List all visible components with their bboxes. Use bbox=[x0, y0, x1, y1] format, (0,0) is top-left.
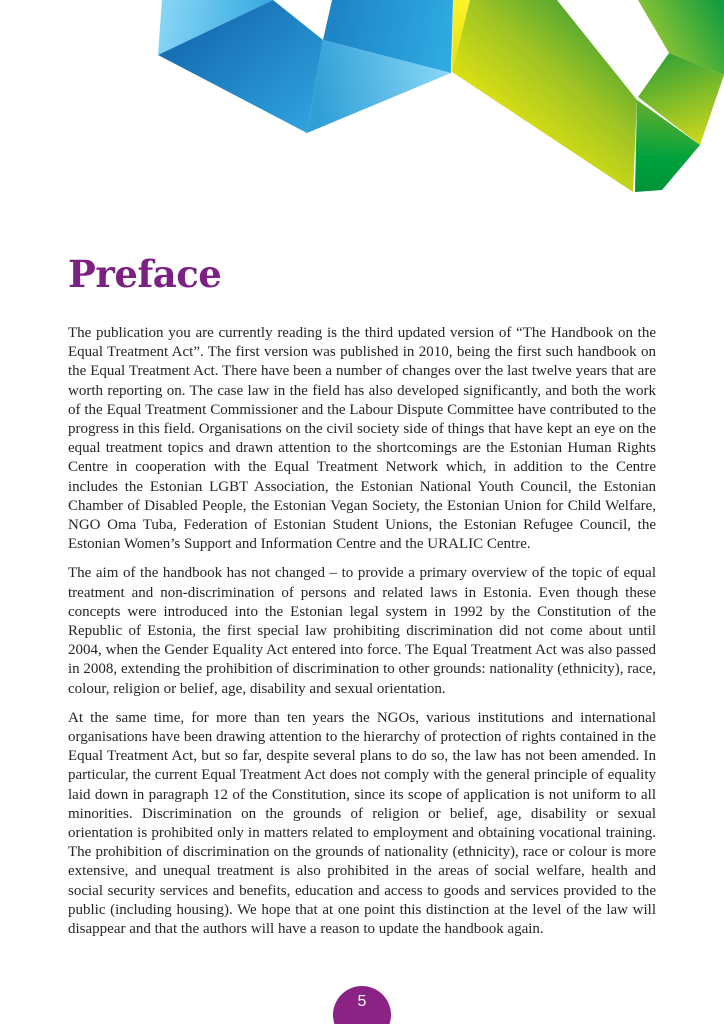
header-ribbon-graphic bbox=[0, 0, 724, 230]
page-content bbox=[68, 252, 656, 949]
page-number: 5 bbox=[357, 993, 367, 1010]
page-number-badge bbox=[333, 986, 391, 1024]
preface-paragraph-2: The aim of the handbook has not changed – to provide a primary overview of the topic of equal treatment and non-discrimination of persons and related laws in Estonia. Even though these concepts were introduced into the Estonian legal system in 1992 by the Constitution of the Republic of Estonia, the first special law prohibiting discrimination did not come about until 2004, when the Gender Equality Act entered into force. The Equal Treatment Act was also passed in 2008, extending the prohibition of discrimination to other grounds: nationality (ethnicity), race, colour, religion or belief, age, disability and sexual orientation. bbox=[68, 565, 656, 697]
preface-paragraph-1: The publication you are currently reading is the third updated version of “The Handbook on the Equal Treatment Act”. The first version was published in 2010, being the first such handbook on the Equal Treatment Act. There have been a number of changes over the last twelve years that are worth reporting on. The case law in the field has also developed significantly, and both the work of the Equal Treatment Commissioner and the Labour Dispute Committee have contributed to the progress in this field. Organisations on the civil society side of things that have kept an eye on the equal treatment topics and drawn attention to the shortcomings are the Estonian Human Rights Centre in cooperation with the Equal Treatment Network which, in addition to the Centre includes the Estonian LGBT Association, the Estonian National Youth Council, the Estonian Chamber of Disabled People, the Estonian Vegan Society, the Estonian Union for Child Welfare, NGO Oma Tuba, Federation of Estonian Student Unions, the Estonian Refugee Council, the Estonian Women’s Support and Information Centre and the URALIC Centre. bbox=[68, 325, 656, 553]
page-title: Preface bbox=[68, 252, 222, 296]
preface-paragraph-3: At the same time, for more than ten years the NGOs, various institutions and international organisations have been drawing attention to the hierarchy of protection of rights contained in the Equal Treatment Act, but so far, despite several plans to do so, the law has not been amended. In particular, the current Equal Treatment Act does not comply with the general principle of equality laid down in paragraph 12 of the Constitution, since its scope of application is not uniform to all minorities. Discrimination on the grounds of religion or belief, age, disability or sexual orientation is prohibited only in matters related to employment and obtaining vocational training. The prohibition of discrimination on the grounds of nationality (ethnicity), race or colour is more extensive, and unequal treatment is also prohibited in the areas of social welfare, health and social security services and benefits, education and access to goods and services provided to the public (including housing). We hope that at one point this distinction at the level of the law will disappear and that the authors will have a reason to update the handbook again. bbox=[68, 709, 656, 938]
ribbon-blue-facets bbox=[158, 0, 453, 133]
ribbon-green-facets bbox=[452, 0, 724, 192]
